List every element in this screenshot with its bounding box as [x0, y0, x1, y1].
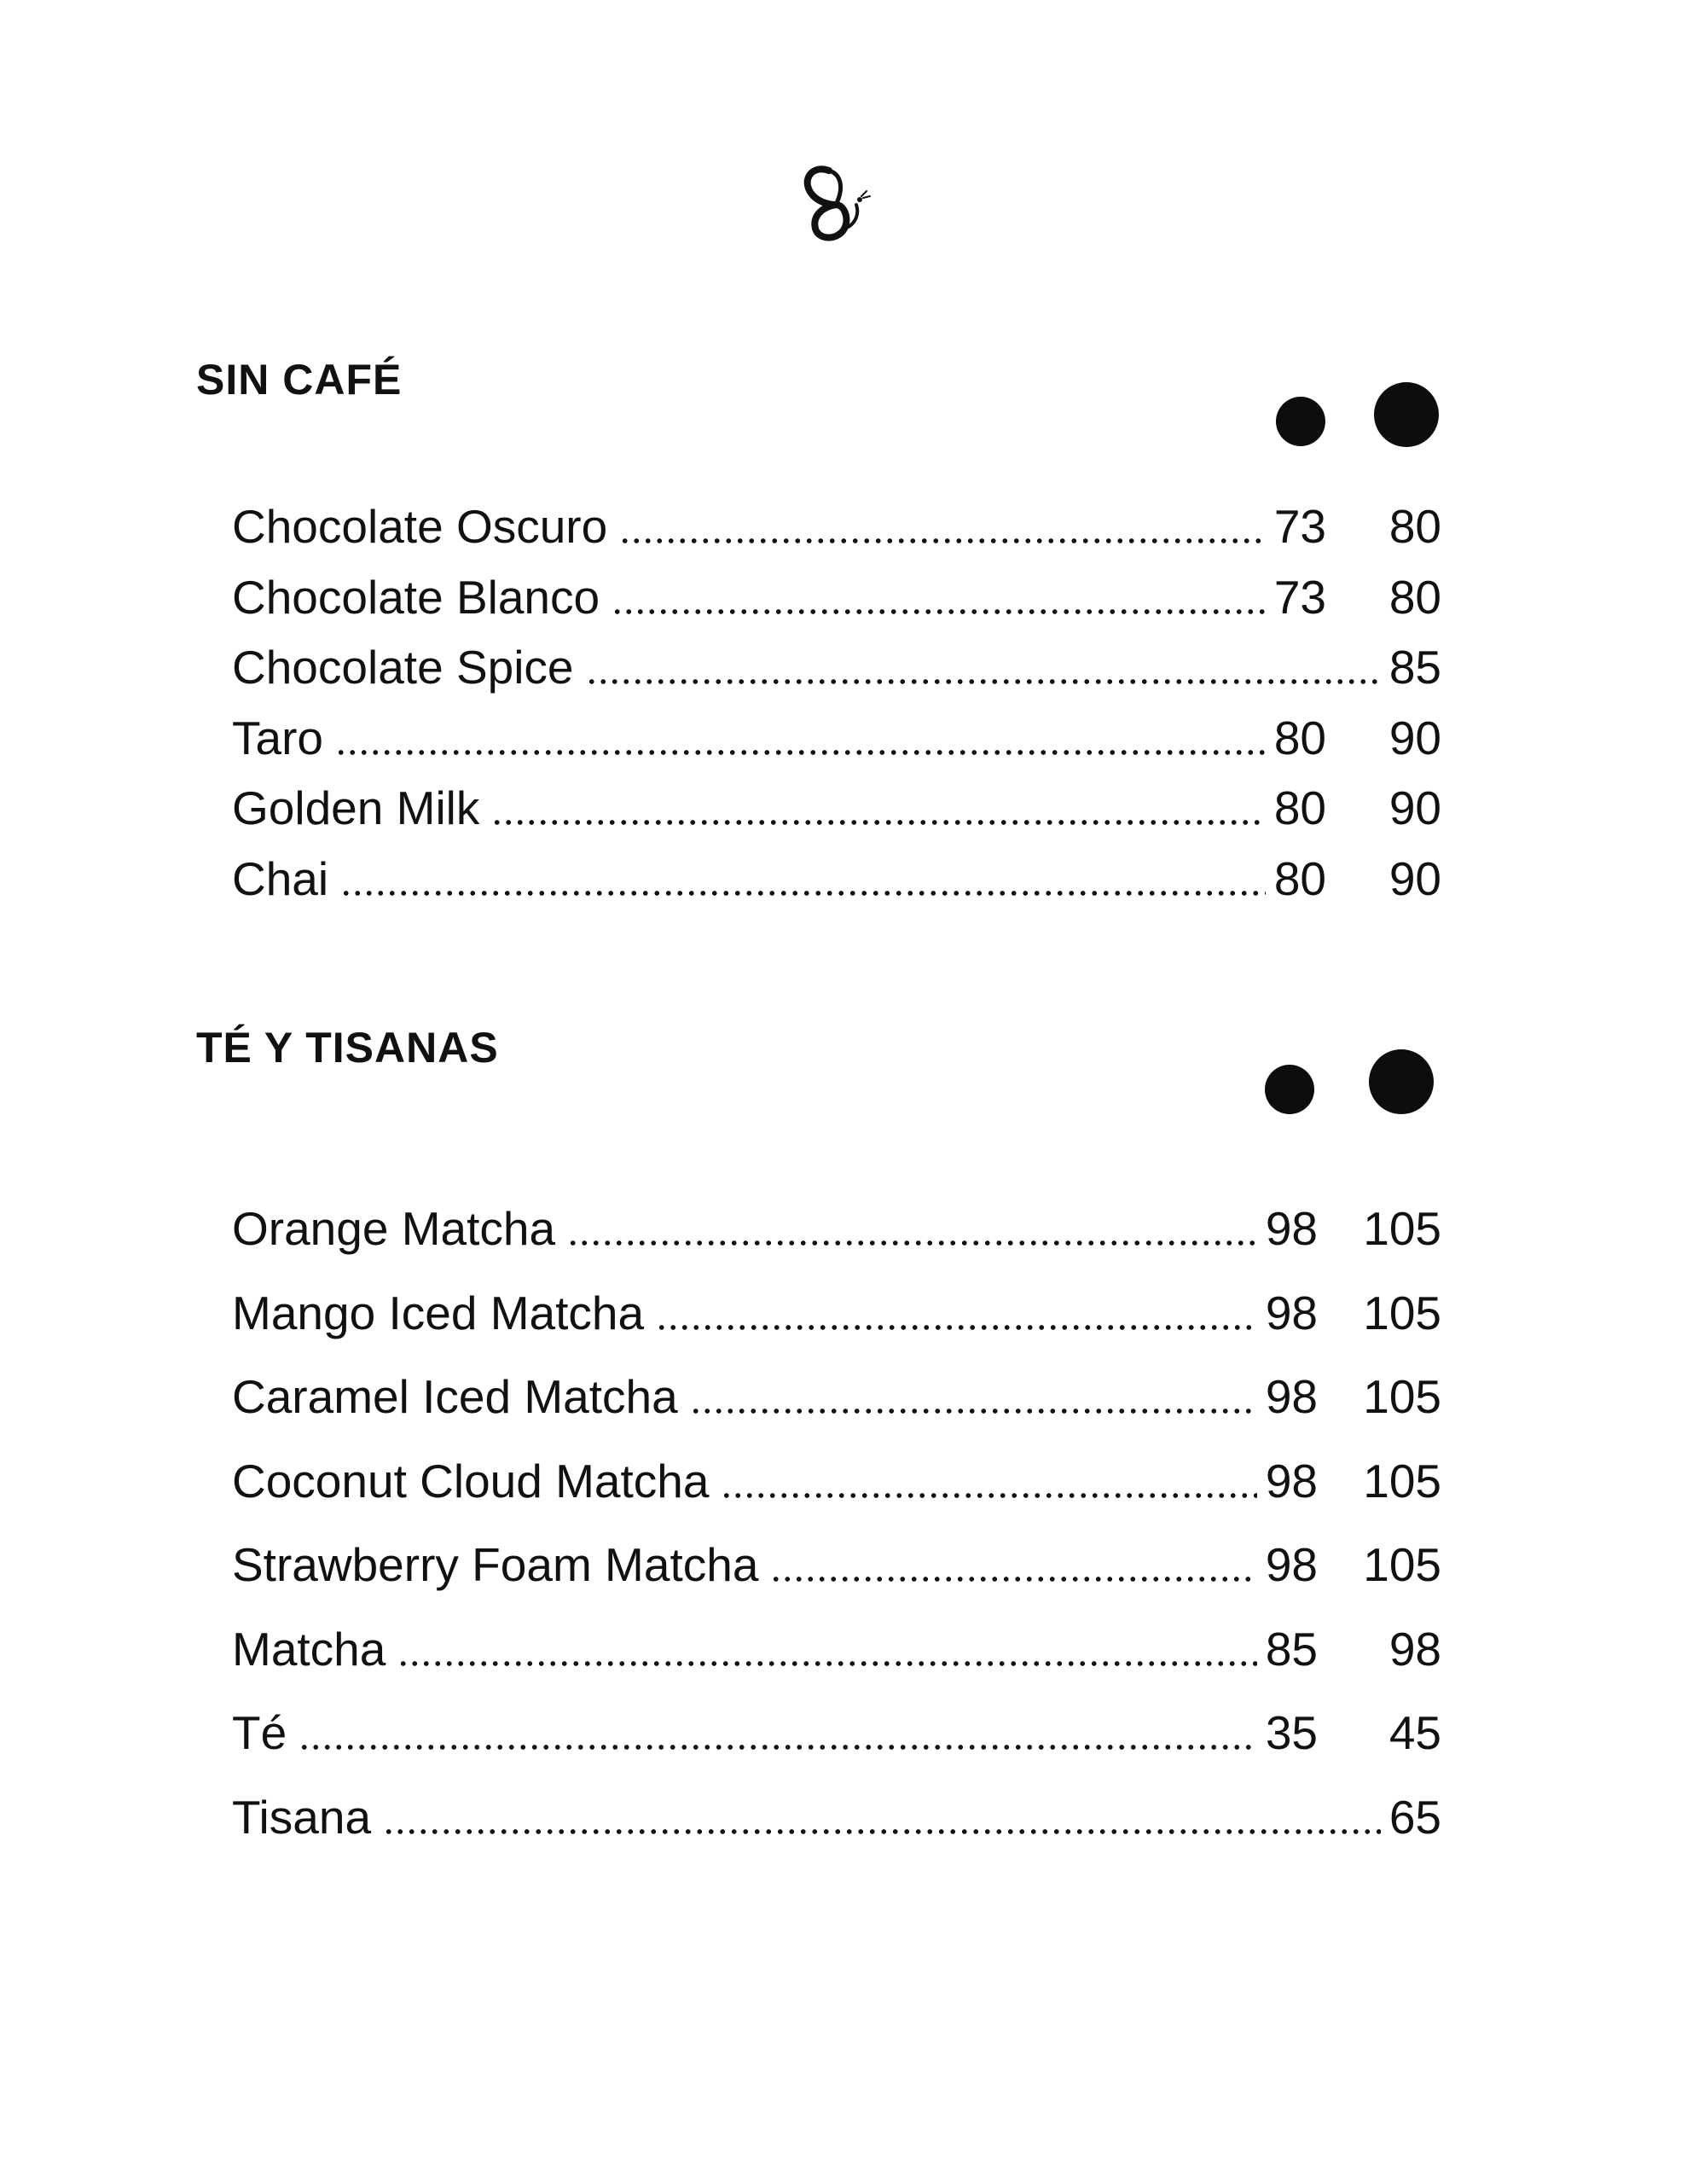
dot-leader: [619, 538, 1266, 543]
menu-item-row: [232, 1529, 1452, 1589]
price-small: 73: [1273, 500, 1326, 553]
menu-item-row: [232, 772, 1452, 832]
menu-item-row: [232, 1697, 1452, 1757]
large-cup-icon: [1374, 382, 1439, 447]
menu-item-name: Coconut Cloud Matcha: [232, 1454, 710, 1507]
dot-leader: [721, 1493, 1257, 1498]
dot-leader: [690, 1409, 1257, 1414]
menu-item-row: [232, 491, 1452, 553]
dot-leader: [656, 1325, 1257, 1330]
price-large: 90: [1388, 851, 1441, 905]
dot-leader: [586, 679, 1381, 684]
price-large: 85: [1388, 641, 1441, 694]
small-cup-icon: [1276, 397, 1325, 446]
price-small: 98: [1265, 1286, 1318, 1339]
dot-leader: [491, 820, 1266, 825]
price-large: 105: [1363, 1454, 1441, 1507]
dot-leader: [335, 750, 1266, 755]
price-small: 35: [1265, 1706, 1318, 1759]
menu-item-row: [232, 702, 1452, 762]
section-title-sin-cafe: SIN CAFÉ: [196, 356, 403, 404]
menu-item-name: Orange Matcha: [232, 1202, 556, 1255]
small-cup-icon: [1265, 1065, 1314, 1114]
menu-item-row: [232, 1445, 1452, 1505]
price-large: 65: [1388, 1790, 1441, 1844]
menu-item-name: Té: [232, 1706, 287, 1759]
price-large: 105: [1363, 1370, 1441, 1423]
butterfly-logo-icon: [793, 154, 887, 247]
menu-item-name: Caramel Iced Matcha: [232, 1370, 678, 1423]
price-large: 105: [1363, 1202, 1441, 1255]
menu-item-row: [232, 631, 1452, 694]
price-small: 85: [1265, 1622, 1318, 1676]
price-small: 80: [1273, 711, 1326, 764]
menu-item-name: Chocolate Spice: [232, 641, 574, 694]
menu-item-row: [232, 561, 1452, 624]
price-large: 45: [1388, 1706, 1441, 1759]
menu-item-name: Mango Iced Matcha: [232, 1286, 645, 1339]
large-cup-icon: [1369, 1049, 1434, 1114]
menu-item-name: Strawberry Foam Matcha: [232, 1538, 759, 1591]
dot-leader: [567, 1240, 1257, 1246]
dot-leader: [340, 891, 1266, 896]
menu-item-row: [232, 1277, 1452, 1337]
dot-leader: [299, 1745, 1257, 1750]
price-large: 80: [1388, 570, 1441, 624]
dot-leader: [770, 1577, 1257, 1582]
price-small: 98: [1265, 1538, 1318, 1591]
price-large: 105: [1363, 1538, 1441, 1591]
price-large: 80: [1388, 500, 1441, 553]
dot-leader: [397, 1661, 1257, 1666]
menu-item-name: Taro: [232, 711, 323, 764]
menu-item-row: [232, 1613, 1452, 1676]
menu-item-name: Chai: [232, 851, 329, 905]
dot-leader: [383, 1829, 1381, 1834]
price-small: 80: [1273, 781, 1326, 834]
dot-leader: [612, 609, 1266, 614]
section-title-te-y-tisanas: TÉ Y TISANAS: [196, 1024, 499, 1072]
menu-item-name: Golden Milk: [232, 781, 480, 834]
price-large: 90: [1388, 781, 1441, 834]
price-large: 105: [1363, 1286, 1441, 1339]
price-small: 80: [1273, 851, 1326, 905]
menu-item-row: [232, 1781, 1452, 1844]
menu-item-row: [232, 1193, 1452, 1255]
menu-item-row: [232, 843, 1452, 903]
price-large: 90: [1388, 711, 1441, 764]
price-large: 98: [1388, 1622, 1441, 1676]
price-small: 98: [1265, 1454, 1318, 1507]
menu-item-name: Tisana: [232, 1790, 372, 1844]
price-small: 73: [1273, 570, 1326, 624]
menu-item-row: [232, 1361, 1452, 1423]
menu-item-name: Matcha: [232, 1622, 386, 1676]
price-small: 98: [1265, 1370, 1318, 1423]
price-small: 98: [1265, 1202, 1318, 1255]
menu-item-name: Chocolate Blanco: [232, 570, 600, 624]
menu-item-name: Chocolate Oscuro: [232, 500, 608, 553]
